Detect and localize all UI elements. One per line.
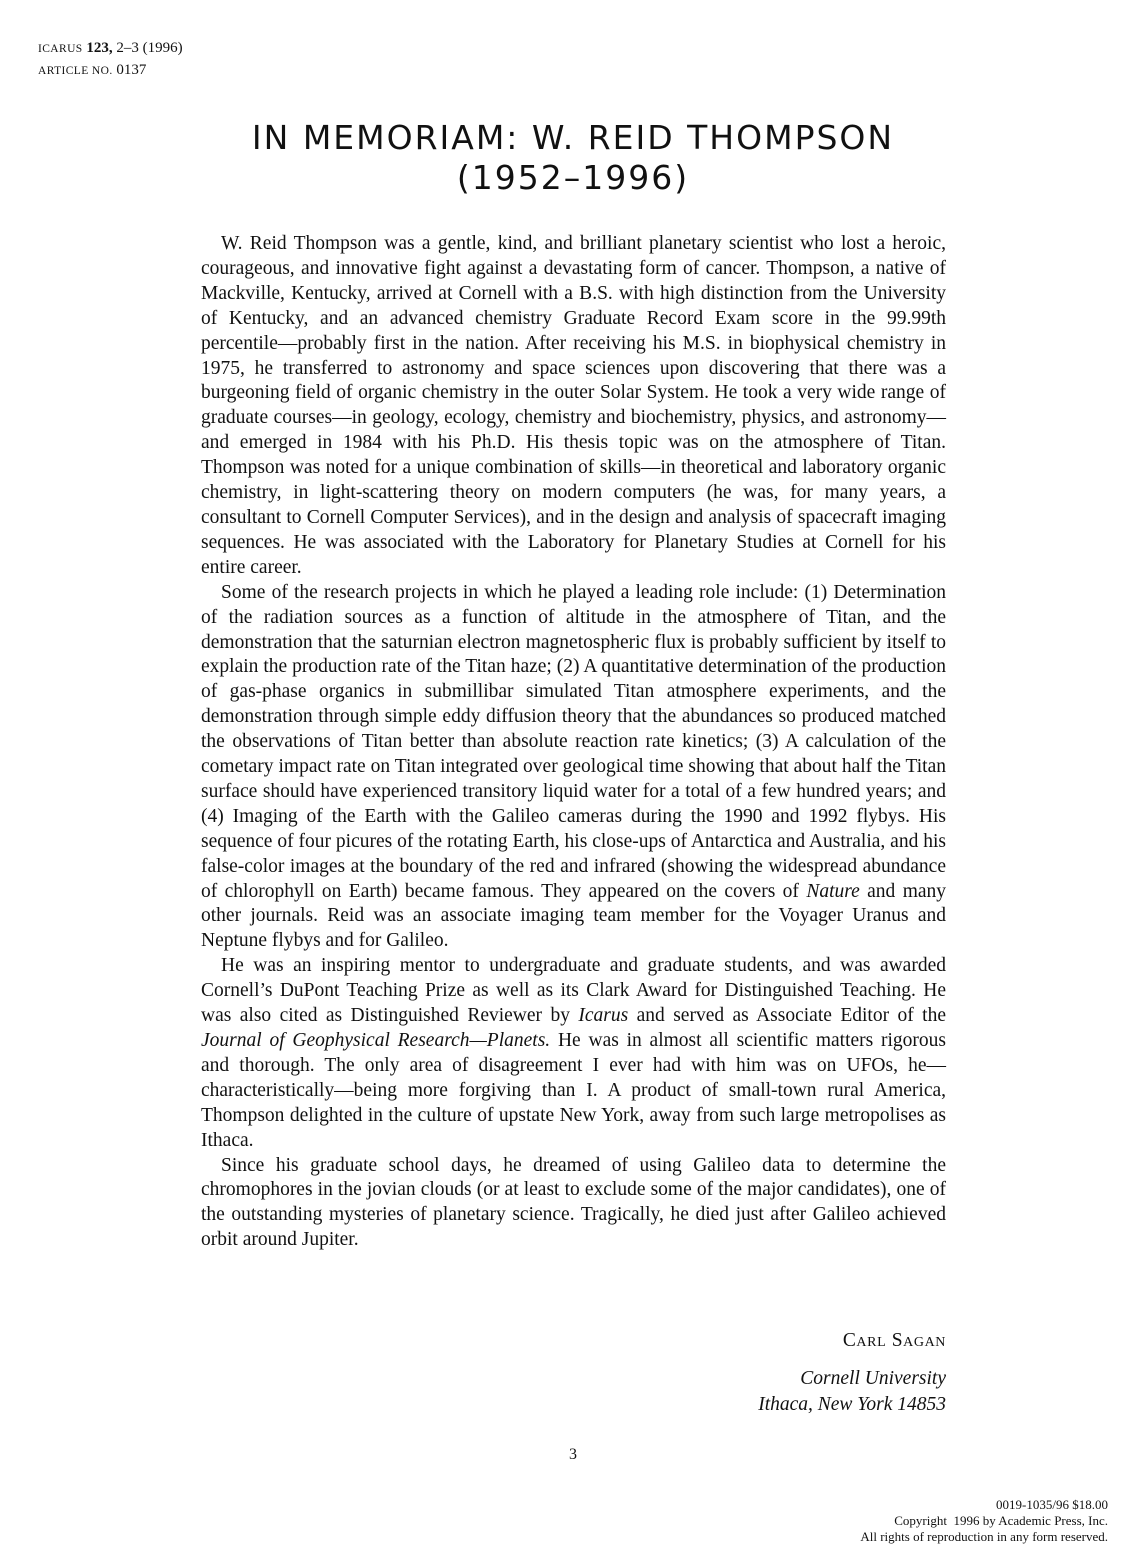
paragraph-3-part-1: He was an inspiring mentor to undergraduate and graduate students, and was awarded Cornell’s DuPont Teaching Prize as well as its Clark Award for Distinguished Teaching. He was also cited as Distinguished Reviewer by — [201, 955, 946, 1027]
article-number-value: 0137 — [116, 62, 147, 78]
journal-title-nature: Nature — [806, 880, 860, 902]
signature-block — [758, 1328, 946, 1418]
journal-volume: 123, — [86, 40, 113, 56]
paragraph-2-part-1: Some of the research projects in which he played a leading role include: (1) Determination of the radiation sources as a function of altitude in the atmosphere of Titan, and the demonstration that the saturnian electron magnetospheric flux is probably sufficient by itself to explain the production rate of the Titan haze; (2) A quantitative determination of the production of gas-phase organics in submillibar simulated Titan atmosphere experiments, and the demonstration through simple eddy diffusion theory that the abundances so produced matched the observations of Titan better than absolute reaction rate kinetics; (3) A calculation of the cometary impact rate on Titan integrated over geological time showing that about half the Titan surface should have experienced transitory liquid water for a total of a few hundred years; and (4) Imaging of the Earth with the Galileo cameras during the 1990 and 1992 flybys. His sequence of four picures of the rotating Earth, his close-ups of Antarctica and Australia, and his false-color images at the boundary of the red and infrared (showing the widespread abundance of chlorophyll on Earth) became famous. They appeared on the covers of — [201, 581, 946, 902]
article-number — [38, 60, 183, 82]
paragraph-3 — [201, 954, 946, 1153]
paragraph-2-part-2: and many other journals. Reid was an associate imaging team member for the Voyager Uranus and Neptune flybys and for Galileo. — [201, 880, 947, 952]
author-location: Ithaca, New York 14853 — [758, 1394, 946, 1415]
author-name: Carl Sagan — [842, 1330, 946, 1351]
footer-rights: All rights of reproduction in any form reserved. — [860, 1529, 1108, 1544]
page-number: 3 — [569, 1446, 577, 1463]
journal-pages-year: 2–3 (1996) — [116, 40, 183, 56]
journal-title-icarus: Icarus — [578, 1005, 629, 1027]
journal-name: ICARUS — [38, 43, 83, 55]
article-number-label: ARTICLE NO. — [38, 65, 113, 77]
article-body — [201, 232, 946, 1253]
paragraph-1: W. Reid Thompson was a gentle, kind, and brilliant planetary scientist who lost a heroic, courageous, and innovative fight against a devastating form of cancer. Thompson, a native of Mackville, Kentucky, arrived at Cornell with a B.S. with high distinction from the University of Kentucky, and an advanced chemistry Graduate Record Exam score in the 99.99th percentile—probably first in the nation. After receiving his M.S. in biophysical chemistry in 1975, he transferred to astronomy and space sciences upon discovering that there was a burgeoning field of organic chemistry in the outer Solar System. He took a very wide range of graduate courses—in geology, ecology, chemistry and biochemistry, physics, and astronomy—and emerged in 1984 with his Ph.D. His thesis topic was on the atmosphere of Titan. Thompson was noted for a unique combination of skills—in theoretical and laboratory organic chemistry, in light-scattering theory on modern computers (he was, for many years, a consultant to Cornell Computer Services), and in the design and analysis of spacecraft imaging sequences. He was associated with the Laboratory for Planetary Studies at Cornell for his entire career. — [201, 233, 946, 578]
journal-header — [38, 38, 183, 82]
title-line-1: IN MEMORIAM: W. REID THOMPSON — [251, 118, 895, 157]
copyright-footer — [860, 1497, 1108, 1545]
paragraph-3-part-2: and served as Associate Editor of the — [636, 1005, 946, 1027]
footer-code: 0019-1035/96 $18.00 — [996, 1497, 1108, 1512]
footer-copyright: Copyright 1996 by Academic Press, Inc. — [894, 1513, 1108, 1528]
paragraph-2 — [201, 581, 946, 955]
paragraph-4: Since his graduate school days, he dreamed of using Galileo data to determine the chromophores in the jovian clouds (or at least to exclude some of the major candidates), one of the outstanding mysteries of planetary science. Tragically, he died just after Galileo achieved orbit around Jupiter. — [201, 1154, 946, 1251]
author-institution: Cornell University — [800, 1368, 946, 1389]
title-line-2: (1952–1996) — [456, 158, 690, 197]
journal-citation — [38, 38, 183, 60]
paragraph-3-part-3: He was in almost all scientific matters rigorous and thorough. The only area of disagreement I ever had with him was on UFOs, he—characteristically—being more forgiving than I. A product of small-town rural America, Thompson delighted in the culture of upstate New York, away from such large metropolises as Ithaca. — [201, 1030, 947, 1151]
journal-title-jgr: Journal of Geophysical Research—Planets. — [201, 1030, 551, 1051]
page-title — [0, 118, 1146, 198]
